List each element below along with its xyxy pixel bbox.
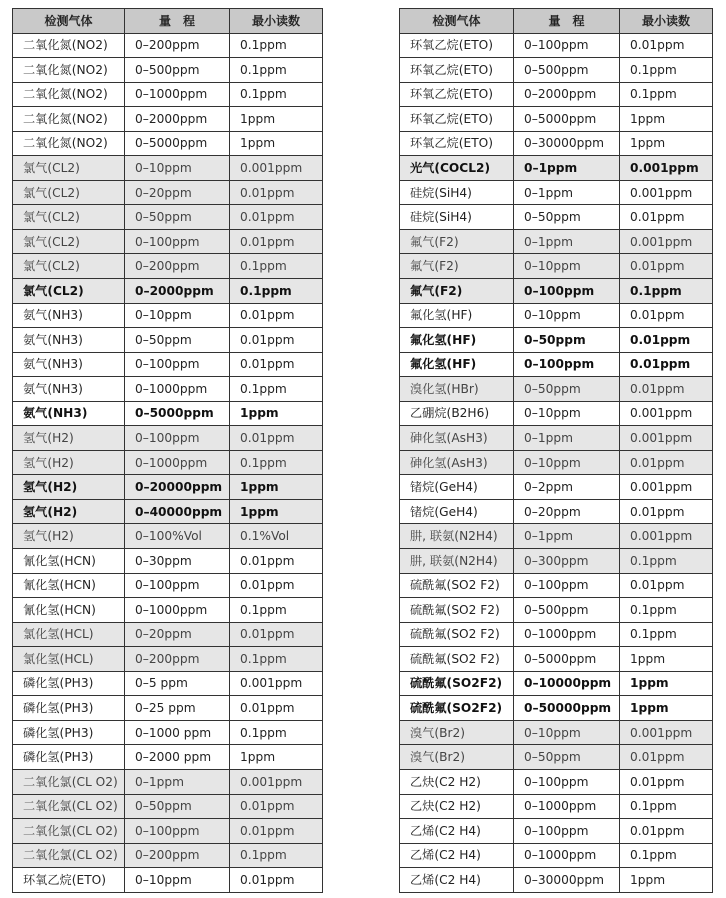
gas-name-cell: 氰化氢(HCN) [13, 598, 125, 623]
range-cell: 0–5000ppm [125, 131, 230, 156]
table-row [13, 352, 323, 377]
gas-name-cell: 氟气(F2) [400, 279, 514, 304]
table-row [400, 426, 713, 451]
resolution-cell: 0.01ppm [620, 499, 713, 524]
gas-name-cell: 环氧乙烷(ETO) [400, 33, 514, 58]
gas-name-cell: 乙烯(C2 H4) [400, 843, 514, 868]
resolution-cell: 0.1ppm [620, 549, 713, 574]
range-cell: 0–100ppm [514, 573, 620, 598]
table-row [400, 794, 713, 819]
gas-name-cell: 二氧化氯(CL O2) [13, 819, 125, 844]
gas-name-cell: 氯化氢(HCL) [13, 622, 125, 647]
range-cell: 0–20ppm [125, 622, 230, 647]
table-row [13, 647, 323, 672]
header-row [13, 9, 323, 34]
gas-name-cell: 肼, 联氨(N2H4) [400, 549, 514, 574]
resolution-cell: 0.01ppm [620, 33, 713, 58]
gas-name-cell: 硫酰氟(SO2 F2) [400, 622, 514, 647]
gas-name-cell: 锗烷(GeH4) [400, 475, 514, 500]
range-cell: 0–50ppm [514, 745, 620, 770]
resolution-cell: 0.01ppm [230, 549, 323, 574]
range-cell: 0–50ppm [125, 328, 230, 353]
table-row [13, 303, 323, 328]
range-cell: 0–100ppm [514, 352, 620, 377]
range-cell: 0–1000ppm [514, 622, 620, 647]
range-cell: 0–100ppm [514, 33, 620, 58]
gas-name-cell: 二氧化氯(CL O2) [13, 769, 125, 794]
table-row [13, 33, 323, 58]
table-row [400, 279, 713, 304]
table-row [13, 745, 323, 770]
table-row [400, 131, 713, 156]
range-cell: 0–5000ppm [125, 401, 230, 426]
range-cell: 0–10ppm [125, 868, 230, 893]
resolution-cell: 0.001ppm [620, 720, 713, 745]
range-cell: 0–50ppm [514, 377, 620, 402]
resolution-cell: 0.1ppm [230, 377, 323, 402]
gas-name-cell: 乙烯(C2 H4) [400, 868, 514, 893]
gas-name-cell: 磷化氢(PH3) [13, 720, 125, 745]
table-row [13, 229, 323, 254]
range-cell: 0–500ppm [514, 58, 620, 83]
range-cell: 0–200ppm [125, 843, 230, 868]
table-row [13, 279, 323, 304]
table-row [13, 720, 323, 745]
resolution-cell: 0.01ppm [620, 352, 713, 377]
gas-name-cell: 二氧化氮(NO2) [13, 82, 125, 107]
resolution-cell: 0.001ppm [620, 156, 713, 181]
header-gas: 检测气体 [13, 9, 125, 34]
resolution-cell: 1ppm [230, 131, 323, 156]
range-cell: 0–1000ppm [125, 598, 230, 623]
resolution-cell: 1ppm [620, 131, 713, 156]
table-row [13, 769, 323, 794]
gas-name-cell: 乙炔(C2 H2) [400, 769, 514, 794]
table-row [400, 499, 713, 524]
resolution-cell: 0.001ppm [230, 671, 323, 696]
resolution-cell: 0.1ppm [620, 598, 713, 623]
table-row [400, 352, 713, 377]
table-row [13, 426, 323, 451]
gas-name-cell: 二氧化氮(NO2) [13, 131, 125, 156]
gas-name-cell: 磷化氢(PH3) [13, 745, 125, 770]
gas-name-cell: 二氧化氯(CL O2) [13, 843, 125, 868]
resolution-cell: 0.001ppm [620, 401, 713, 426]
resolution-cell: 0.1ppm [620, 843, 713, 868]
range-cell: 0–2000ppm [125, 107, 230, 132]
resolution-cell: 0.01ppm [620, 450, 713, 475]
range-cell: 0–10ppm [514, 450, 620, 475]
gas-name-cell: 氟化氢(HF) [400, 328, 514, 353]
range-cell: 0–2000ppm [514, 82, 620, 107]
range-cell: 0–50ppm [514, 328, 620, 353]
gas-name-cell: 氯气(CL2) [13, 279, 125, 304]
gas-name-cell: 二氧化氯(CL O2) [13, 794, 125, 819]
gas-table-right [399, 8, 713, 893]
resolution-cell: 0.01ppm [620, 819, 713, 844]
table-row [400, 450, 713, 475]
resolution-cell: 0.1ppm [230, 450, 323, 475]
gas-name-cell: 环氧乙烷(ETO) [400, 131, 514, 156]
gas-name-cell: 二氧化氮(NO2) [13, 58, 125, 83]
table-row [13, 499, 323, 524]
resolution-cell: 0.1ppm [620, 82, 713, 107]
table-row [400, 229, 713, 254]
range-cell: 0–10ppm [514, 303, 620, 328]
resolution-cell: 0.01ppm [620, 573, 713, 598]
range-cell: 0–2000 ppm [125, 745, 230, 770]
gas-name-cell: 硅烷(SiH4) [400, 205, 514, 230]
gas-name-cell: 氨气(NH3) [13, 328, 125, 353]
table-row [13, 450, 323, 475]
resolution-cell: 0.1ppm [230, 58, 323, 83]
gas-name-cell: 肼, 联氨(N2H4) [400, 524, 514, 549]
resolution-cell: 1ppm [620, 671, 713, 696]
table-row [13, 254, 323, 279]
table-row [400, 843, 713, 868]
range-cell: 0–30000ppm [514, 868, 620, 893]
range-cell: 0–100ppm [125, 426, 230, 451]
table-row [400, 524, 713, 549]
range-cell: 0–200ppm [125, 33, 230, 58]
table-row [400, 549, 713, 574]
resolution-cell: 1ppm [230, 499, 323, 524]
gas-table-left [12, 8, 323, 893]
table-body-left [13, 33, 323, 892]
gas-name-cell: 氰化氢(HCN) [13, 573, 125, 598]
table-row [13, 696, 323, 721]
range-cell: 0–30ppm [125, 549, 230, 574]
gas-name-cell: 硫酰氟(SO2 F2) [400, 573, 514, 598]
range-cell: 0–10ppm [514, 720, 620, 745]
range-cell: 0–10ppm [125, 156, 230, 181]
resolution-cell: 0.01ppm [230, 328, 323, 353]
gas-name-cell: 乙炔(C2 H2) [400, 794, 514, 819]
resolution-cell: 0.01ppm [620, 328, 713, 353]
table-row [400, 598, 713, 623]
range-cell: 0–100ppm [125, 229, 230, 254]
resolution-cell: 0.01ppm [230, 205, 323, 230]
gas-name-cell: 环氧乙烷(ETO) [13, 868, 125, 893]
range-cell: 0–1ppm [514, 524, 620, 549]
table-row [400, 401, 713, 426]
range-cell: 0–20ppm [125, 180, 230, 205]
table-row [400, 622, 713, 647]
resolution-cell: 0.01ppm [620, 377, 713, 402]
range-cell: 0–10ppm [514, 401, 620, 426]
range-cell: 0–50ppm [125, 205, 230, 230]
gas-name-cell: 磷化氢(PH3) [13, 696, 125, 721]
range-cell: 0–500ppm [514, 598, 620, 623]
resolution-cell: 0.01ppm [230, 819, 323, 844]
resolution-cell: 0.1ppm [230, 598, 323, 623]
table-row [13, 131, 323, 156]
gas-name-cell: 氢气(H2) [13, 475, 125, 500]
resolution-cell: 0.001ppm [230, 156, 323, 181]
table-row [400, 180, 713, 205]
resolution-cell: 0.1ppm [230, 720, 323, 745]
gas-name-cell: 氰化氢(HCN) [13, 549, 125, 574]
resolution-cell: 0.01ppm [230, 573, 323, 598]
table-row [13, 573, 323, 598]
resolution-cell: 0.1ppm [620, 279, 713, 304]
gas-name-cell: 氢气(H2) [13, 426, 125, 451]
resolution-cell: 0.1ppm [230, 254, 323, 279]
range-cell: 0–50ppm [125, 794, 230, 819]
table-row [400, 769, 713, 794]
resolution-cell: 0.1ppm [230, 82, 323, 107]
table-row [400, 58, 713, 83]
resolution-cell: 1ppm [230, 107, 323, 132]
table-row [13, 328, 323, 353]
gas-name-cell: 溴气(Br2) [400, 720, 514, 745]
table-row [13, 58, 323, 83]
range-cell: 0–30000ppm [514, 131, 620, 156]
resolution-cell: 0.01ppm [230, 426, 323, 451]
range-cell: 0–200ppm [125, 647, 230, 672]
table-row [13, 794, 323, 819]
table-row [400, 107, 713, 132]
table-row [400, 82, 713, 107]
table-row [13, 549, 323, 574]
range-cell: 0–100ppm [514, 279, 620, 304]
table-row [13, 377, 323, 402]
range-cell: 0–50000ppm [514, 696, 620, 721]
gas-name-cell: 乙烯(C2 H4) [400, 819, 514, 844]
gas-name-cell: 砷化氢(AsH3) [400, 450, 514, 475]
table-row [13, 180, 323, 205]
resolution-cell: 0.001ppm [620, 426, 713, 451]
resolution-cell: 1ppm [620, 868, 713, 893]
gas-name-cell: 氢气(H2) [13, 499, 125, 524]
range-cell: 0–100ppm [125, 819, 230, 844]
gas-name-cell: 氯气(CL2) [13, 156, 125, 181]
table-row [400, 303, 713, 328]
resolution-cell: 0.01ppm [230, 352, 323, 377]
range-cell: 0–100ppm [514, 819, 620, 844]
table-row [13, 819, 323, 844]
table-row [400, 254, 713, 279]
resolution-cell: 0.1ppm [230, 279, 323, 304]
table-row [400, 868, 713, 893]
gas-name-cell: 氢气(H2) [13, 524, 125, 549]
table-row [400, 696, 713, 721]
range-cell: 0–50ppm [514, 205, 620, 230]
gas-name-cell: 氨气(NH3) [13, 377, 125, 402]
resolution-cell: 0.1ppm [620, 794, 713, 819]
gas-name-cell: 硫酰氟(SO2 F2) [400, 647, 514, 672]
table-row [400, 377, 713, 402]
gas-name-cell: 磷化氢(PH3) [13, 671, 125, 696]
resolution-cell: 1ppm [230, 745, 323, 770]
table-row [400, 647, 713, 672]
gas-name-cell: 氯气(CL2) [13, 205, 125, 230]
resolution-cell: 0.01ppm [230, 180, 323, 205]
gas-name-cell: 氯气(CL2) [13, 254, 125, 279]
range-cell: 0–1000ppm [125, 82, 230, 107]
header-range: 量 程 [514, 9, 620, 34]
range-cell: 0–10ppm [125, 303, 230, 328]
table-row [13, 156, 323, 181]
table-row [13, 671, 323, 696]
range-cell: 0–25 ppm [125, 696, 230, 721]
table-row [400, 671, 713, 696]
resolution-cell: 0.1ppm [620, 622, 713, 647]
range-cell: 0–1000 ppm [125, 720, 230, 745]
gas-name-cell: 环氧乙烷(ETO) [400, 82, 514, 107]
resolution-cell: 1ppm [620, 107, 713, 132]
gas-name-cell: 氟气(F2) [400, 229, 514, 254]
resolution-cell: 0.1ppm [620, 58, 713, 83]
range-cell: 0–20ppm [514, 499, 620, 524]
resolution-cell: 0.001ppm [620, 229, 713, 254]
gas-name-cell: 氯气(CL2) [13, 180, 125, 205]
resolution-cell: 1ppm [230, 475, 323, 500]
gas-name-cell: 环氧乙烷(ETO) [400, 58, 514, 83]
range-cell: 0–5000ppm [514, 107, 620, 132]
table-row [13, 205, 323, 230]
resolution-cell: 0.01ppm [620, 205, 713, 230]
resolution-cell: 0.01ppm [230, 868, 323, 893]
gas-name-cell: 溴化氢(HBr) [400, 377, 514, 402]
gas-name-cell: 二氧化氮(NO2) [13, 33, 125, 58]
range-cell: 0–1000ppm [514, 794, 620, 819]
resolution-cell: 0.1ppm [230, 647, 323, 672]
gas-name-cell: 硫酰氟(SO2F2) [400, 671, 514, 696]
table-row [13, 475, 323, 500]
resolution-cell: 0.01ppm [230, 794, 323, 819]
gas-name-cell: 硅烷(SiH4) [400, 180, 514, 205]
gas-name-cell: 氯化氢(HCL) [13, 647, 125, 672]
header-gas: 检测气体 [400, 9, 514, 34]
gas-name-cell: 硫酰氟(SO2F2) [400, 696, 514, 721]
table-row [400, 475, 713, 500]
range-cell: 0–5000ppm [514, 647, 620, 672]
gas-name-cell: 环氧乙烷(ETO) [400, 107, 514, 132]
gas-name-cell: 氨气(NH3) [13, 303, 125, 328]
resolution-cell: 0.1ppm [230, 33, 323, 58]
gas-name-cell: 锗烷(GeH4) [400, 499, 514, 524]
range-cell: 0–1ppm [514, 156, 620, 181]
range-cell: 0–500ppm [125, 58, 230, 83]
range-cell: 0–5 ppm [125, 671, 230, 696]
gas-name-cell: 氨气(NH3) [13, 352, 125, 377]
table-row [13, 622, 323, 647]
gas-name-cell: 氯气(CL2) [13, 229, 125, 254]
gas-name-cell: 氟气(F2) [400, 254, 514, 279]
range-cell: 0–1ppm [514, 229, 620, 254]
range-cell: 0–100%Vol [125, 524, 230, 549]
table-row [400, 328, 713, 353]
table-row [400, 33, 713, 58]
header-range: 量 程 [125, 9, 230, 34]
table-row [13, 401, 323, 426]
header-row [400, 9, 713, 34]
range-cell: 0–1000ppm [125, 377, 230, 402]
resolution-cell: 1ppm [620, 696, 713, 721]
table-row [400, 819, 713, 844]
table-row [400, 720, 713, 745]
table-row [13, 868, 323, 893]
table-row [400, 745, 713, 770]
table-row [400, 156, 713, 181]
range-cell: 0–2ppm [514, 475, 620, 500]
range-cell: 0–1000ppm [125, 450, 230, 475]
gas-name-cell: 氟化氢(HF) [400, 352, 514, 377]
range-cell: 0–300ppm [514, 549, 620, 574]
gas-name-cell: 光气(COCL2) [400, 156, 514, 181]
resolution-cell: 0.001ppm [620, 475, 713, 500]
resolution-cell: 1ppm [620, 647, 713, 672]
header-resolution: 最小读数 [620, 9, 713, 34]
gas-name-cell: 乙硼烷(B2H6) [400, 401, 514, 426]
range-cell: 0–2000ppm [125, 279, 230, 304]
range-cell: 0–100ppm [125, 352, 230, 377]
resolution-cell: 0.01ppm [230, 622, 323, 647]
resolution-cell: 1ppm [230, 401, 323, 426]
gas-name-cell: 氢气(H2) [13, 450, 125, 475]
table-row [13, 82, 323, 107]
range-cell: 0–40000ppm [125, 499, 230, 524]
resolution-cell: 0.01ppm [230, 229, 323, 254]
range-cell: 0–1000ppm [514, 843, 620, 868]
range-cell: 0–1ppm [125, 769, 230, 794]
resolution-cell: 0.01ppm [230, 696, 323, 721]
gas-name-cell: 硫酰氟(SO2 F2) [400, 598, 514, 623]
resolution-cell: 0.001ppm [620, 180, 713, 205]
resolution-cell: 0.001ppm [620, 524, 713, 549]
resolution-cell: 0.01ppm [620, 745, 713, 770]
range-cell: 0–10ppm [514, 254, 620, 279]
resolution-cell: 0.01ppm [230, 303, 323, 328]
range-cell: 0–100ppm [125, 573, 230, 598]
table-row [13, 843, 323, 868]
range-cell: 0–200ppm [125, 254, 230, 279]
resolution-cell: 0.01ppm [620, 254, 713, 279]
gas-name-cell: 砷化氢(AsH3) [400, 426, 514, 451]
resolution-cell: 0.1%Vol [230, 524, 323, 549]
table-row [13, 524, 323, 549]
range-cell: 0–1ppm [514, 180, 620, 205]
resolution-cell: 0.001ppm [230, 769, 323, 794]
gas-name-cell: 氨气(NH3) [13, 401, 125, 426]
range-cell: 0–100ppm [514, 769, 620, 794]
table-body-right [400, 33, 713, 892]
range-cell: 0–10000ppm [514, 671, 620, 696]
table-row [13, 107, 323, 132]
table-row [400, 205, 713, 230]
resolution-cell: 0.1ppm [230, 843, 323, 868]
gas-name-cell: 溴气(Br2) [400, 745, 514, 770]
range-cell: 0–1ppm [514, 426, 620, 451]
table-row [400, 573, 713, 598]
header-resolution: 最小读数 [230, 9, 323, 34]
resolution-cell: 0.01ppm [620, 769, 713, 794]
gas-name-cell: 二氧化氮(NO2) [13, 107, 125, 132]
gas-name-cell: 氟化氢(HF) [400, 303, 514, 328]
table-row [13, 598, 323, 623]
resolution-cell: 0.01ppm [620, 303, 713, 328]
range-cell: 0–20000ppm [125, 475, 230, 500]
